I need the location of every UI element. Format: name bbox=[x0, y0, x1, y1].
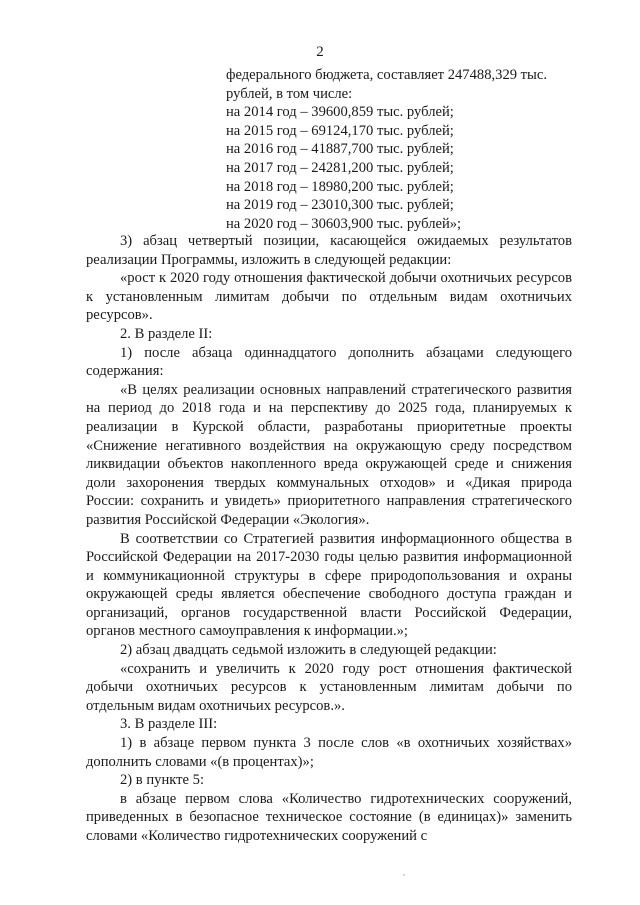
budget-year-line: на 2018 год – 18980,200 тыс. рублей; bbox=[226, 178, 454, 195]
budget-year-line: на 2020 год – 30603,900 тыс. рублей»; bbox=[226, 215, 462, 232]
paragraph: «рост к 2020 году отношения фактической добычи охотничьих ресурсов к установленным лимитам добычи по отдельным видам охотничьих ресурсов». bbox=[86, 270, 572, 324]
budget-block bbox=[226, 66, 596, 233]
budget-year-line: на 2017 год – 24281,200 тыс. рублей; bbox=[226, 159, 454, 176]
paragraph: 2) в пункте 5: bbox=[120, 772, 205, 789]
scan-speck bbox=[403, 874, 405, 876]
paragraph: «сохранить и увеличить к 2020 году рост отношения фактической добычи охотничьих ресурсов к установленным лимитам добычи по отдельным видам охотничьих ресурсов.». bbox=[86, 660, 572, 714]
budget-line: федерального бюджета, составляет 247488,329 тыс. bbox=[226, 67, 547, 83]
budget-year-line: на 2016 год – 41887,700 тыс. рублей; bbox=[226, 141, 454, 158]
paragraph: 3. В разделе III: bbox=[120, 716, 218, 733]
budget-year-line: на 2014 год – 39600,859 тыс. рублей; bbox=[226, 104, 454, 121]
paragraph: 1) в абзаце первом пункта 3 после слов «в охотничьих хозяйствах» дополнить словами «(в процентах)»; bbox=[86, 735, 572, 770]
paragraph: В соответствии со Стратегией развития информационного общества в Российской Федерации на 2017-2030 годы целью развития информационной и коммуникационной структуры в сфере природопользования и охраны окружающей среды является обеспечение свободного доступа граждан и организаций, органов государственной власти Российской Федерации, органов местного самоуправления к информации.»; bbox=[86, 530, 572, 640]
budget-year-line: на 2015 год – 69124,170 тыс. рублей; bbox=[226, 122, 454, 139]
budget-year-line: на 2019 год – 23010,300 тыс. рублей; bbox=[226, 197, 454, 214]
paragraph: в абзаце первом слова «Количество гидротехнических сооружений, приведенных в безопасное техническое состояние (в единицах)» заменить словами «Количество гидротехнических сооружений с bbox=[86, 790, 572, 844]
paragraph: 2) абзац двадцать седьмой изложить в следующей редакции: bbox=[120, 642, 497, 659]
paragraph: 2. В разделе II: bbox=[120, 325, 213, 342]
budget-line: рублей, в том числе: bbox=[226, 85, 353, 102]
paragraph: 3) абзац четвертый позиции, касающейся ожидаемых результатов реализации Программы, изложить в следующей редакции: bbox=[86, 233, 572, 268]
paragraph: 1) после абзаца одиннадцатого дополнить абзацами следующего содержания: bbox=[86, 344, 572, 380]
page-number: 2 bbox=[316, 44, 324, 60]
document-body bbox=[86, 232, 572, 846]
paragraph: «В целях реализации основных направлений стратегического развития на период до 2018 года и на перспективу до 2025 года, планируемых к реализации в Курской области, разработаны приоритетные проекты «Снижение негативного воздействия на окружающую среду посредством ликвидации объектов накопленного вреда окружающей среде и снижения доли захоронения твердых коммунальных отходов» и «Дикая природа России: сохранить и увидеть» приоритетного направления стратегического развития Российской Федерации «Экология». bbox=[86, 381, 572, 528]
